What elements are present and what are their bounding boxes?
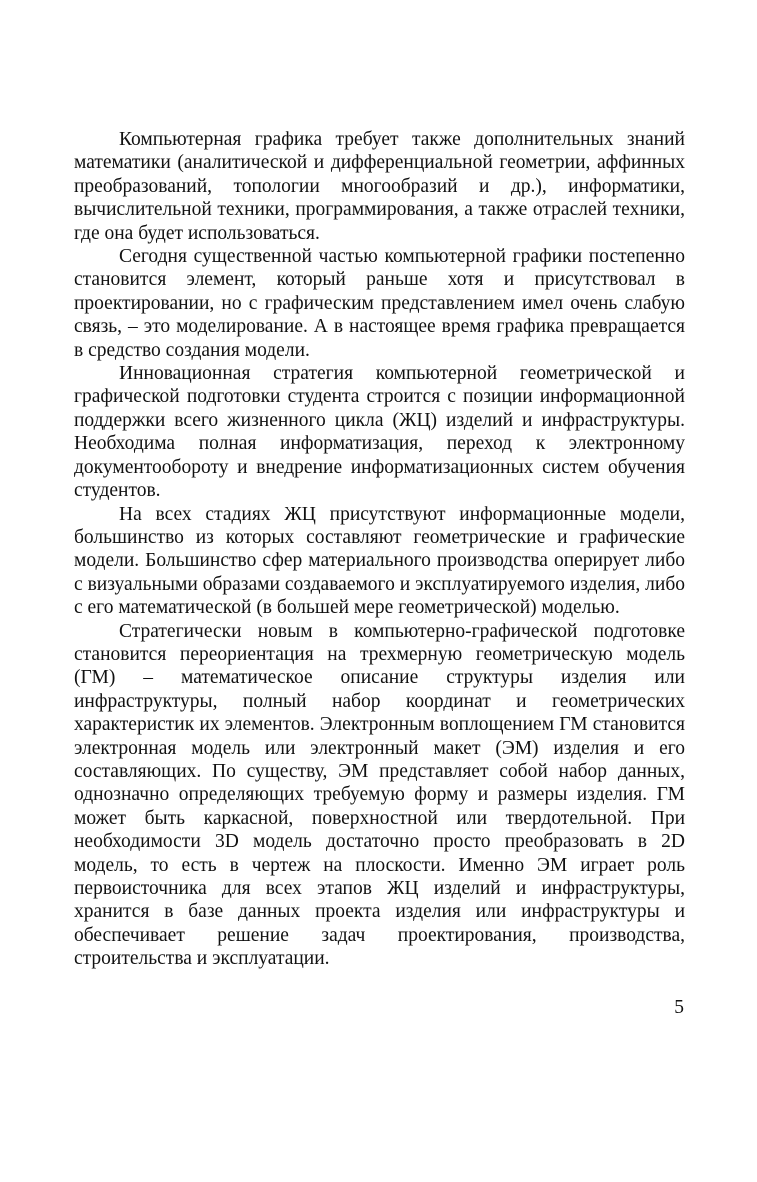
paragraph-2: Сегодня существенной частью компьютерной графики постепенно становится элемент, который раньше хотя и присутствовал в проектировании, но с графическим представлением имел очень слабую связь, – это моделирование. А в настоящее время графика превращается в средство создания модели. [74, 246, 685, 361]
paragraph-3: Инновационная стратегия компьютерной геометрической и графической подготовки студента строится с позиции информационной поддержки всего жизненного цикла (ЖЦ) изделий и инфраструктуры. Необходима полная информатизация, переход к электронному документообороту и внедрение информатизационных систем обучения студентов. [74, 363, 685, 502]
paragraph-5: Стратегически новым в компьютерно-графической подготовке становится переориентация на трехмерную геометрическую модель (ГМ) – математическое описание структуры изделия или инфраструктуры, полный набор координат и геометрических характеристик их элементов. Электронным воплощением ГМ становится электронная модель или электронный макет (ЭМ) изделия и его составляющих. По существу, ЭМ представляет собой набор данных, однозначно определяющих требуемую форму и размеры изделия. ГМ может быть каркасной, поверхностной или твердотельной. При необходимости 3D модель достаточно просто преобразовать в 2D модель, то есть в чертеж на плоскости. Именно ЭМ играет роль первоисточника для всех этапов ЖЦ изделий и инфраструктуры, хранится в базе данных проекта изделия или инфраструктуры и обеспечивает решение задач проектирования, производства, строительства и эксплуатации. [74, 620, 685, 970]
page-number: 5 [674, 997, 684, 1018]
paragraph-4: На всех стадиях ЖЦ присутствуют информационные модели, большинство из которых составляют геометрические и графические модели. Большинство сфер материального производства оперирует либо с визуальными образами создаваемого и эксплуатируемого изделия, либо с его математической (в большей мере геометрической) моделью. [74, 503, 685, 619]
page-body [74, 128, 685, 971]
paragraph-1: Компьютерная графика требует также дополнительных знаний математики (аналитической и дифференциальной геометрии, аффинных преобразований, топологии многообразий и др.), информатики, вычислительной техники, программирования, а также отраслей техники, где она будет использоваться. [74, 129, 685, 244]
